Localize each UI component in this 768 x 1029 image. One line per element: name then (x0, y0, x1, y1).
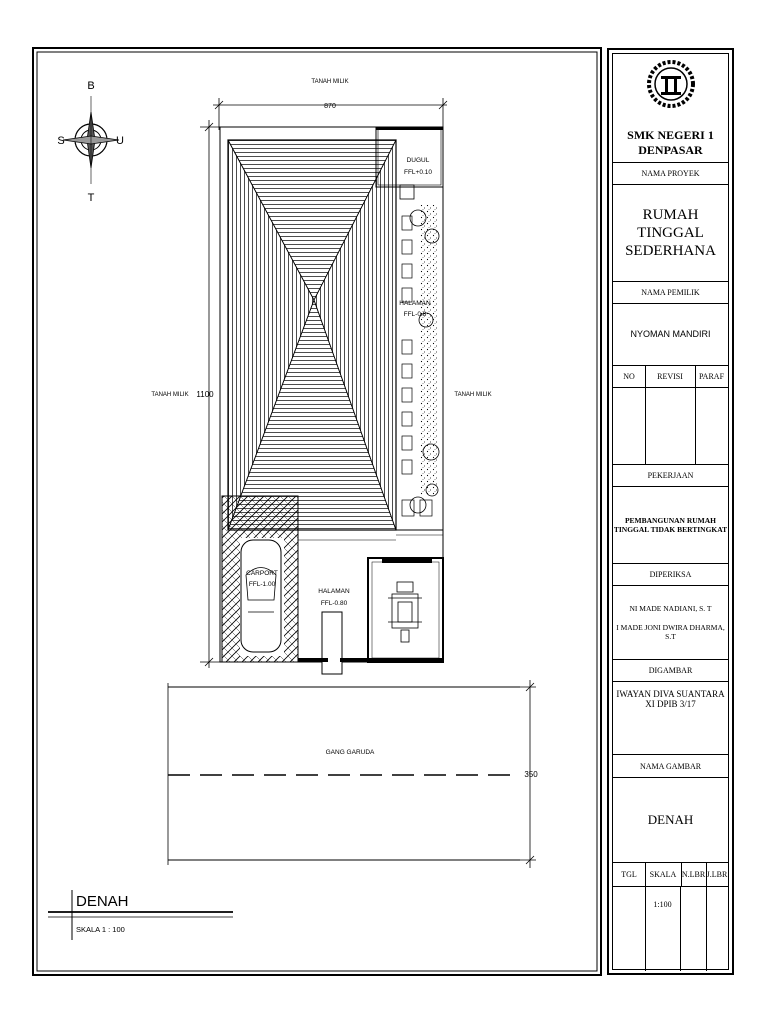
front-halaman-label: HALAMAN (318, 588, 350, 595)
pekerjaan-label: PEKERJAAN (613, 464, 728, 487)
road-gang-garuda (168, 683, 520, 865)
revision-label: REVISI (645, 365, 696, 387)
revision-table-body (613, 387, 728, 465)
jlbr-label: J.LBR (706, 869, 728, 879)
width-dimension: 870 (324, 103, 336, 110)
revision-no-label: NO (613, 365, 646, 387)
drafter-class: XI DPIB 3/17 (645, 699, 696, 709)
carport-ffl: FFL-1.00 (248, 581, 276, 588)
front-halaman-ffl: FFL-0.80 (320, 600, 348, 607)
compass-south: T (87, 192, 95, 204)
owner-label: NAMA PEMILIK (613, 281, 728, 304)
pekerjaan-value (613, 486, 728, 564)
side-halaman-label: HALAMAN (399, 300, 431, 307)
car-icon (241, 540, 281, 652)
school-name: SMK NEGERI 1 DENPASAR (627, 128, 714, 157)
carport-label: CARPORT (246, 570, 278, 577)
compass-east: U (116, 135, 124, 147)
project-name-line2: SEDERHANA (625, 242, 716, 259)
label-top-land: TANAH MILIK (311, 79, 349, 85)
project-label: NAMA PROYEK (613, 162, 728, 185)
paraf-label: PARAF (698, 371, 725, 381)
nama-gambar: DENAH (613, 777, 728, 863)
road-name: GANG GARUDA (325, 749, 375, 756)
checker-1: NI MADE NADIANI, S. T (629, 603, 712, 613)
compass-north: B (87, 80, 95, 92)
garage-room (368, 558, 443, 662)
sheet-info-body (613, 886, 728, 971)
project-name-line1: RUMAH TINGGAL (637, 206, 704, 241)
label-left-land: TANAH MILIK (151, 392, 189, 398)
compass-west: S (57, 135, 65, 147)
tgl-label: TGL (613, 862, 646, 886)
roof-plan (228, 140, 396, 530)
drawing-scale: SKALA 1 : 100 (76, 925, 125, 934)
side-garden (396, 205, 443, 535)
drafter-name: IWAYAN DIVA SUANTARA (616, 689, 725, 699)
diperiksa-label: DIPERIKSA (613, 563, 728, 586)
road-dimension: 350 (524, 770, 538, 779)
dugul-label: DUGUL (406, 157, 430, 164)
owner-name: NYOMAN MANDIRI (613, 303, 728, 366)
title-block (607, 48, 734, 975)
checker-2: I MADE JONI DWIRA DHARMA, S.T (616, 622, 725, 641)
sheet-info-header (613, 862, 728, 887)
skala-label: SKALA (645, 862, 682, 886)
drawing-title: DENAH (76, 893, 129, 910)
nlbr-label: N.LBR (681, 862, 707, 886)
project-name (613, 184, 728, 282)
skala-value: 1:100 (645, 886, 681, 971)
motorbike-icon (388, 582, 422, 642)
checkers (613, 585, 728, 660)
revision-header (613, 365, 728, 388)
carport-area (222, 496, 298, 662)
label-right-land: TANAH MILIK (454, 392, 492, 398)
side-halaman-ffl: FFL-0.8 (403, 311, 427, 318)
drafter (613, 681, 728, 755)
dugul-ffl: FFL+0.10 (403, 169, 433, 176)
school-logo-icon (647, 60, 695, 108)
height-dimension: 1100 (196, 390, 214, 399)
nama-gambar-label: NAMA GAMBAR (613, 755, 728, 778)
digambar-label: DIGAMBAR (613, 659, 728, 682)
compass-icon (63, 96, 119, 184)
pekerjaan-line1: PEMBANGUNAN RUMAH (624, 515, 717, 525)
pekerjaan-line2: TINGGAL TIDAK BERTINGKAT (613, 524, 728, 534)
school-header (613, 54, 728, 163)
